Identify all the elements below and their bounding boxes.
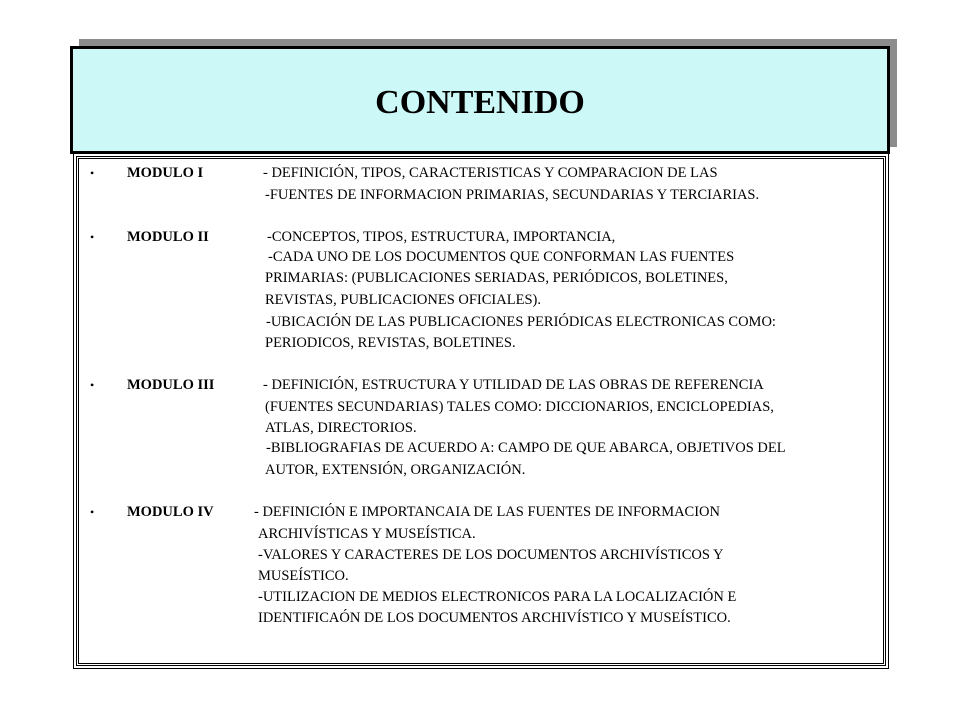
module-2-line: -UBICACIÓN DE LAS PUBLICACIONES PERIÓDICAS ELECTRONICAS COMO: <box>266 314 776 330</box>
bullet-icon: • <box>90 378 95 392</box>
module-3-line: AUTOR, EXTENSIÓN, ORGANIZACIÓN. <box>265 462 526 478</box>
module-3-line: ATLAS, DIRECTORIOS. <box>265 420 417 436</box>
module-4-line: MUSEÍSTICO. <box>258 568 349 584</box>
bullet-icon: • <box>90 505 95 519</box>
module-1-first-line: - DEFINICIÓN, TIPOS, CARACTERISTICAS Y COMPARACION DE LAS <box>263 165 718 181</box>
module-3-line: (FUENTES SECUNDARIAS) TALES COMO: DICCIONARIOS, ENCICLOPEDIAS, <box>265 399 774 415</box>
module-2-first-line: -CONCEPTOS, TIPOS, ESTRUCTURA, IMPORTANCIA, <box>267 229 616 245</box>
title-box <box>70 46 890 154</box>
module-3-first-line: - DEFINICIÓN, ESTRUCTURA Y UTILIDAD DE LAS OBRAS DE REFERENCIA <box>263 377 764 393</box>
module-4-title: MODULO IV <box>127 504 214 520</box>
module-4-line: ARCHIVÍSTICAS Y MUSEÍSTICA. <box>258 526 476 542</box>
module-4-line: -VALORES Y CARACTERES DE LOS DOCUMENTOS ARCHIVÍSTICOS Y <box>258 547 724 563</box>
module-1-line: -FUENTES DE INFORMACION PRIMARIAS, SECUNDARIAS Y TERCIARIAS. <box>265 187 760 203</box>
module-4-line: IDENTIFICAÓN DE LOS DOCUMENTOS ARCHIVÍSTICO Y MUSEÍSTICO. <box>258 610 731 626</box>
module-2-title: MODULO II <box>127 229 209 245</box>
module-2-line: -CADA UNO DE LOS DOCUMENTOS QUE CONFORMAN LAS FUENTES <box>268 249 735 265</box>
module-4-line: -UTILIZACION DE MEDIOS ELECTRONICOS PARA LA LOCALIZACIÓN E <box>258 589 737 605</box>
module-2-line: PERIODICOS, REVISTAS, BOLETINES. <box>265 335 516 351</box>
bullet-icon: • <box>90 230 95 244</box>
module-2-line: PRIMARIAS: (PUBLICACIONES SERIADAS, PERIÓDICOS, BOLETINES, <box>265 270 728 286</box>
page-title: CONTENIDO <box>375 84 585 121</box>
module-2-line: REVISTAS, PUBLICACIONES OFICIALES). <box>265 292 541 308</box>
module-3-line: -BIBLIOGRAFIAS DE ACUERDO A: CAMPO DE QUE ABARCA, OBJETIVOS DEL <box>266 440 786 456</box>
module-4-first-line: - DEFINICIÓN E IMPORTANCAIA DE LAS FUENTES DE INFORMACION <box>254 504 720 520</box>
module-1-title: MODULO I <box>127 165 204 181</box>
bullet-icon: • <box>90 166 95 180</box>
module-3-title: MODULO III <box>127 377 215 393</box>
